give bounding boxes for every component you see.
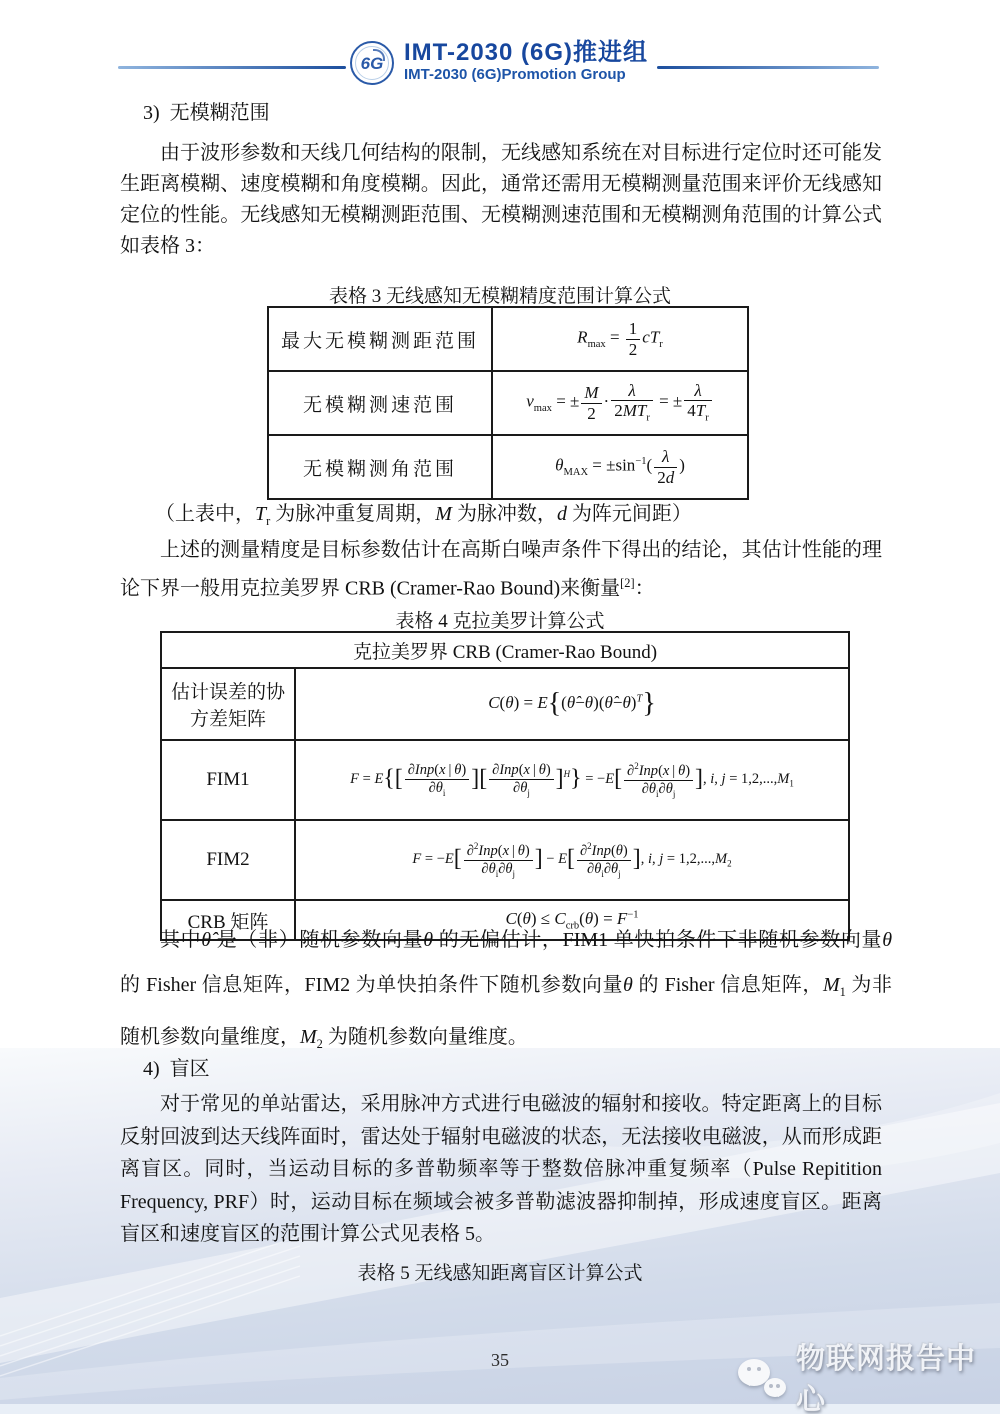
table4-cramer-rao-formulas <box>160 631 850 941</box>
page-number: 35 <box>491 1350 509 1370</box>
paragraph-ambiguity-intro: 由于波形参数和天线几何结构的限制，无线感知系统在对目标进行定位时还可能发生距离模糊、速度模糊和角度模糊。因此，通常还需用无模糊测量范围来评价无线感知定位的性能。无线感知无模糊测距范围、无模糊测速范围和无模糊测角范围的计算公式如表格 3： <box>120 142 882 257</box>
row-formula: C(θ) = E{(θ̂−θ)(θ̂−θ)$^T$} <box>295 668 849 740</box>
section-heading-4: 4) 盲区 <box>143 1058 210 1080</box>
table3-caption: 表格 3 无线感知无模糊精度范围计算公式 <box>328 286 671 307</box>
wechat-icon <box>736 1353 790 1401</box>
page-header <box>0 38 1000 100</box>
chat-bubble-small <box>764 1378 786 1397</box>
org-titles <box>404 40 648 84</box>
row-label: FIM1 <box>161 740 295 820</box>
paragraph-blind-zone: 对于常见的单站雷达，采用脉冲方式进行电磁波的辐射和接收。特定距离上的目标反射回波到达天线阵面时，雷达处于辐射电磁波的状态，无法接收电磁波，从而形成距离盲区。同时，当运动目标的多普勒频率等于整数倍脉冲重复频率（Pulse Repitition Frequency, PRF）时，运动目标在频域会被多普勒滤波器抑制掉，形成速度盲区。距离盲区和速度盲区的范围计算公式见表格 5。 <box>120 1093 882 1245</box>
paragraph-crb-intro: 上述的测量精度是目标参数估计在高斯白噪声条件下得出的结论，其估计性能的理论下界一般用克拉美罗界 CRB (Cramer-Rao Bound)来衡量[2]： <box>120 539 882 600</box>
paragraph-fim-explanation: 其中θ̂ 是（非）随机参数向量θ 的无偏估计，FIM1 单快拍条件下非随机参数向量θ 的 Fisher 信息矩阵，FIM2 为单快拍条件下随机参数向量θ 的 Fisher 信息矩阵，$M_1$ 为非随机参数向量维度，$M_2$ 为随机参数向量维度。 <box>120 929 893 1051</box>
table-row <box>161 820 849 900</box>
row-formula: $\theta_{MAX} = \pm\sin^{-1}$( $\frac{\lambda}{2d}$ ) <box>492 435 748 499</box>
watermark <box>736 1336 1000 1414</box>
table-row <box>268 371 748 435</box>
table-header-row <box>161 632 849 668</box>
row-formula: $R_{max}$ = $\frac{1}{2}$ $cT_r$ <box>492 307 748 371</box>
table4-header: 克拉美罗界 CRB (Cramer-Rao Bound) <box>161 632 849 668</box>
table-row <box>161 740 849 820</box>
row-label: 无模糊测角范围 <box>268 435 492 499</box>
row-formula: $v_{max}$ = ± $\frac{M}{2}$ · $\frac{\lambda}{2MT_r}$ = ± $\frac{\lambda}{4T_r}$ <box>492 371 748 435</box>
row-formula: $C(\theta) \le C_{crb}(\theta) = F^{-1}$ <box>295 900 849 940</box>
table4-caption: 表格 4 克拉美罗计算公式 <box>395 611 605 632</box>
row-formula: F = −E[ $\frac{\partial^2Inp(x | \theta)}{\partial\theta_i\partial\theta_j}$ ] − E[ $\frac{\partial^2Inp(\theta)}{\partial\theta_i\partial\theta_j}$ ], i, $j = 1,2,...,M_2$ <box>295 820 849 900</box>
table3-note: （上表中，$T_r$ 为脉冲重复周期，M 为脉冲数，d 为阵元间距） <box>155 503 692 528</box>
header-rule-left <box>118 66 346 69</box>
row-label: 最大无模糊测距范围 <box>268 307 492 371</box>
row-label: FIM2 <box>161 820 295 900</box>
row-label: CRB 矩阵 <box>161 900 295 940</box>
row-label: 估计误差的协方差矩阵 <box>161 668 295 740</box>
row-formula: F = E{[ $\frac{\text{∂Inp(x | θ)}}{\partial\theta_i}$ ][ $\frac{\text{∂Inp(x | θ)}}{\partial\theta_j}$ ]$^H$} = −E[ $\frac{\partial^2Inp(x | \theta)}{\partial\theta_i\partial\theta_j}$ ], i, $j = 1,2,...,M_1$ <box>295 740 849 820</box>
imt2030-6g-logo-icon <box>350 41 394 85</box>
watermark-text: 物联网报告中心 <box>796 1343 977 1414</box>
section-heading-3: 3) 无模糊范围 <box>143 102 270 124</box>
table5-caption: 表格 5 无线感知距离盲区计算公式 <box>357 1263 643 1284</box>
header-rule-right <box>657 66 879 69</box>
row-label: 无模糊测速范围 <box>268 371 492 435</box>
org-title-en: IMT-2030 (6G)Promotion Group <box>404 66 626 83</box>
org-title-cn: IMT-2030 (6G)推进组 <box>404 39 649 66</box>
table-row <box>161 668 849 740</box>
table-row <box>268 435 748 499</box>
table-row <box>268 307 748 371</box>
table3-unambiguous-range-formulas <box>267 306 749 500</box>
logo-6g-text: 6G <box>360 54 384 73</box>
